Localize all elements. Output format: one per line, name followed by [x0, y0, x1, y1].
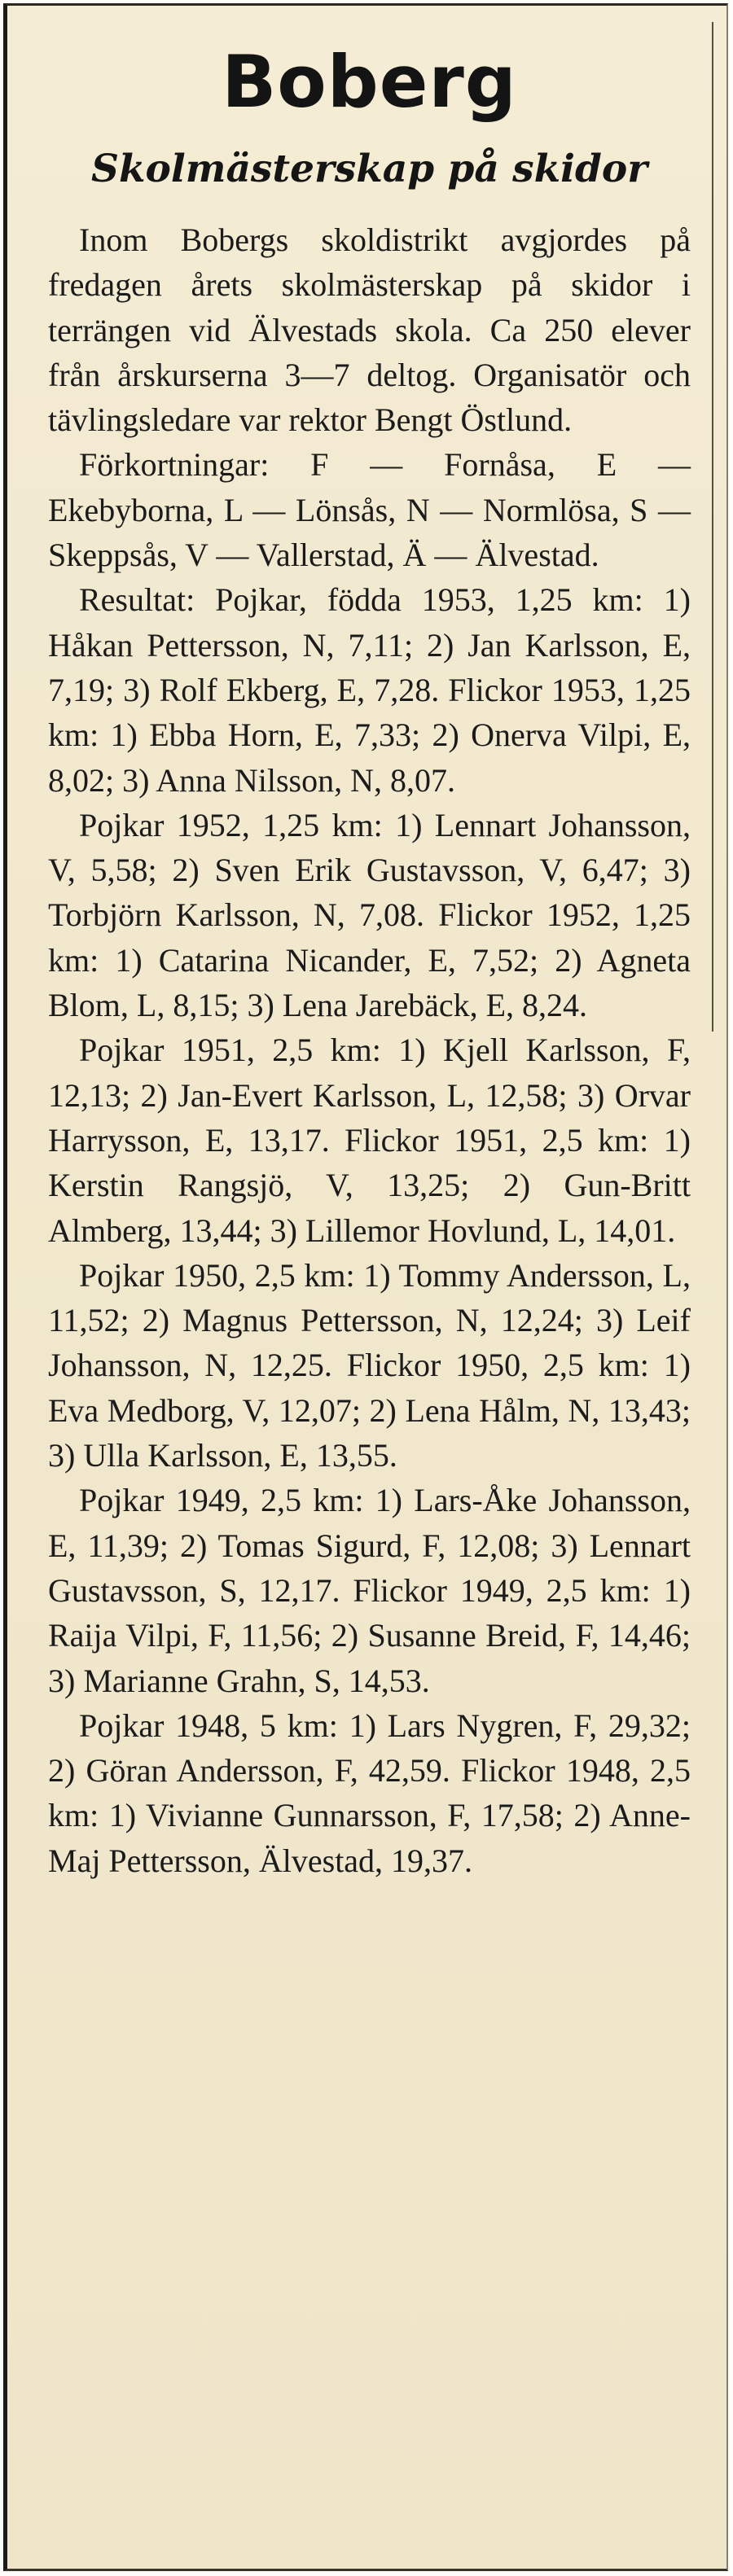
- paragraph-intro: Inom Bobergs skoldistrikt avgjordes på fredagen årets skolmästerskap på skidor i terrängen vid Älvestads skola. Ca 250 elever från årskurserna 3—7 deltog. Organisatör och tävlingsledare var rektor Bengt Östlund.: [48, 221, 691, 439]
- headline: Boberg: [222, 40, 517, 124]
- paragraph-results-1952: Pojkar 1952, 1,25 km: 1) Lennart Johansson, V, 5,58; 2) Sven Erik Gustavsson, V, 6,47; 3) Torbjörn Karlsson, N, 7,08. Flickor 1952, 1,25 km: 1) Catarina Nicander, E, 7,52; 2) Agneta Blom, L, 8,15; 3) Lena Jarebäck, E, 8,24.: [48, 806, 691, 1024]
- paragraph-results-1948: Pojkar 1948, 5 km: 1) Lars Nygren, F, 29,32; 2) Göran Andersson, F, 42,59. Flickor 1948, 2,5 km: 1) Vivianne Gunnarsson, F, 17,58; 2) Anne-Maj Pettersson, Älvestad, 19,37.: [48, 1706, 691, 1879]
- paragraph-results-1949: Pojkar 1949, 2,5 km: 1) Lars-Åke Johansson, E, 11,39; 2) Tomas Sigurd, F, 12,08; 3) Lennart Gustavsson, S, 12,17. Flickor 1949, 2,5 km: 1) Raija Vilpi, F, 11,56; 2) Susanne Breid, F, 14,46; 3) Marianne Grahn, S, 14,53.: [48, 1482, 691, 1699]
- paragraph-results-1951: Pojkar 1951, 2,5 km: 1) Kjell Karlsson, F, 12,13; 2) Jan-Evert Karlsson, L, 12,58; 3) Orvar Harrysson, E, 13,17. Flickor 1951, 2,5 km: 1) Kerstin Rangsjö, V, 13,25; 2) Gun-Britt Almberg, 13,44; 3) Lillemor Hovlund, L, 14,01.: [48, 1032, 691, 1249]
- column-rule: [712, 22, 713, 1032]
- subheadline: Skolmästerskap på skidor: [91, 147, 647, 191]
- article-body: [48, 217, 691, 1883]
- paragraph-abbreviations: Förkortningar: F — Fornåsa, E — Ekebyborna, L — Lönsås, N — Normlösa, S — Skeppsås, V — Vallerstad, Ä — Älvestad.: [48, 446, 691, 574]
- newspaper-clipping: [3, 3, 728, 2571]
- paragraph-results-1950: Pojkar 1950, 2,5 km: 1) Tommy Andersson, L, 11,52; 2) Magnus Pettersson, N, 12,24; 3) Leif Johansson, N, 12,25. Flickor 1950, 2,5 km: 1) Eva Medborg, V, 12,07; 2) Lena Hålm, N, 13,43; 3) Ulla Karlsson, E, 13,55.: [48, 1256, 691, 1474]
- paragraph-results-1953: Resultat: Pojkar, födda 1953, 1,25 km: 1) Håkan Pettersson, N, 7,11; 2) Jan Karlsson, E, 7,19; 3) Rolf Ekberg, E, 7,28. Flickor 1953, 1,25 km: 1) Ebba Horn, E, 7,33; 2) Onerva Vilpi, E, 8,02; 3) Anna Nilsson, N, 8,07.: [48, 581, 691, 799]
